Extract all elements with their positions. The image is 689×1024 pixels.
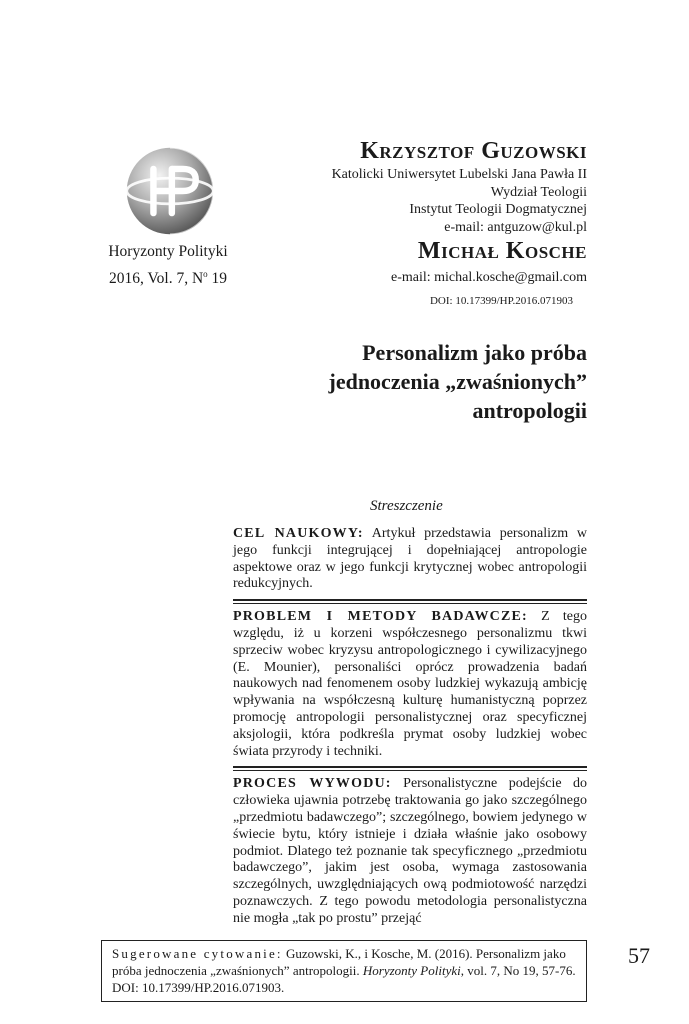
hp-globe-logo-icon <box>124 145 216 237</box>
section-text: Artykuł przedstawia personalizm w jego funkcji integrującej i dopełniającej antropologie aspektowe oraz w jego funkcji krytycznej wobec antropologii redukcyjnych. <box>233 526 587 592</box>
author-email[interactable]: e-mail: michal.kosche@gmail.com <box>391 270 587 285</box>
section-divider <box>233 599 587 604</box>
section-label: PROCES WYWODU: <box>233 776 392 792</box>
author-name: Krzysztof Guzowski <box>360 138 587 164</box>
abstract-heading: Streszczenie <box>370 498 443 514</box>
abstract-sections <box>233 526 587 928</box>
suggested-citation-box <box>101 940 587 1002</box>
title-line: antropologii <box>472 398 587 423</box>
article-title <box>207 338 587 425</box>
author-affiliation: Instytut Teologii Dogmatycznej <box>409 202 587 217</box>
doi[interactable]: DOI: 10.17399/HP.2016.071903 <box>429 295 573 307</box>
abstract-section <box>233 526 587 593</box>
abstract-section <box>233 776 587 927</box>
author-affiliation: Katolicki Uniwersytet Lubelski Jana Pawła II <box>331 167 587 182</box>
author-email[interactable]: e-mail: antguzow@kul.pl <box>444 219 587 235</box>
section-divider <box>233 766 587 771</box>
author-affiliation: Wydział Teologii <box>490 184 587 200</box>
page-number: 57 <box>628 943 650 968</box>
authors-block <box>332 136 587 308</box>
journal-info <box>88 240 248 290</box>
title-line: Personalizm jako próba <box>362 340 587 365</box>
section-label: PROBLEM I METODY BADAWCZE: <box>233 609 528 625</box>
section-text: Z tego względu, iż u korzeni współczesnego personalizmu tkwi sprzeciw wobec kryzysu antropologicznego i cywilizacyjnego (E. Mounier), personaliści oprócz prowadzenia badań naukowych nad fenomenem osoby ludzkiej wykazują ambicję wpływania na współczesną kulturę humanistyczną poprzez promocję antropologii personalistycznej oraz specyficznej aksjologii, która podkreśla prymat osoby ludzkiej wobec świata przyrody i techniki. <box>233 609 588 759</box>
author-name: Michał Kosche <box>417 238 587 264</box>
journal-name: Horyzonty Polityki <box>108 243 228 260</box>
citation-journal: Horyzonty Polityki <box>362 963 461 978</box>
citation-label: Sugerowane cytowanie: <box>112 946 283 961</box>
title-line: jednoczenia „zwaśnionych” <box>328 369 587 394</box>
citation-text: Guzowski, K., i Kosche, M. (2016). Personalizm jako próba jednoczenia „zwaśnionych” antropologii. <box>112 946 566 978</box>
section-text: Personalistyczne podejście do człowieka ujawnia potrzebę traktowania go jako szczególnego „przedmiotu badawczego”; szczególnego, bowiem jedynego w świecie bytu, który istnieje i działa właśnie jako osobowy podmiot. Dlatego też poznanie tak specyficznego „przedmiotu badawczego”, jakim jest osoba, wymaga zastosowania szczególnych, uwzględniających ową podmiotowość narzędzi poznawczych. Z tego powodu metodologia personalistyczna nie mogła „tak po prostu” przejąć <box>233 776 588 926</box>
journal-volume: 2016, Vol. 7, $N^o$ 19 <box>108 269 228 288</box>
abstract-section <box>233 609 587 760</box>
citation-text-end: , vol. 7, No 19, 57-76. DOI: 10.17399/HP.2016.071903. <box>112 963 576 995</box>
section-label: CEL NAUKOWY: <box>233 526 364 541</box>
